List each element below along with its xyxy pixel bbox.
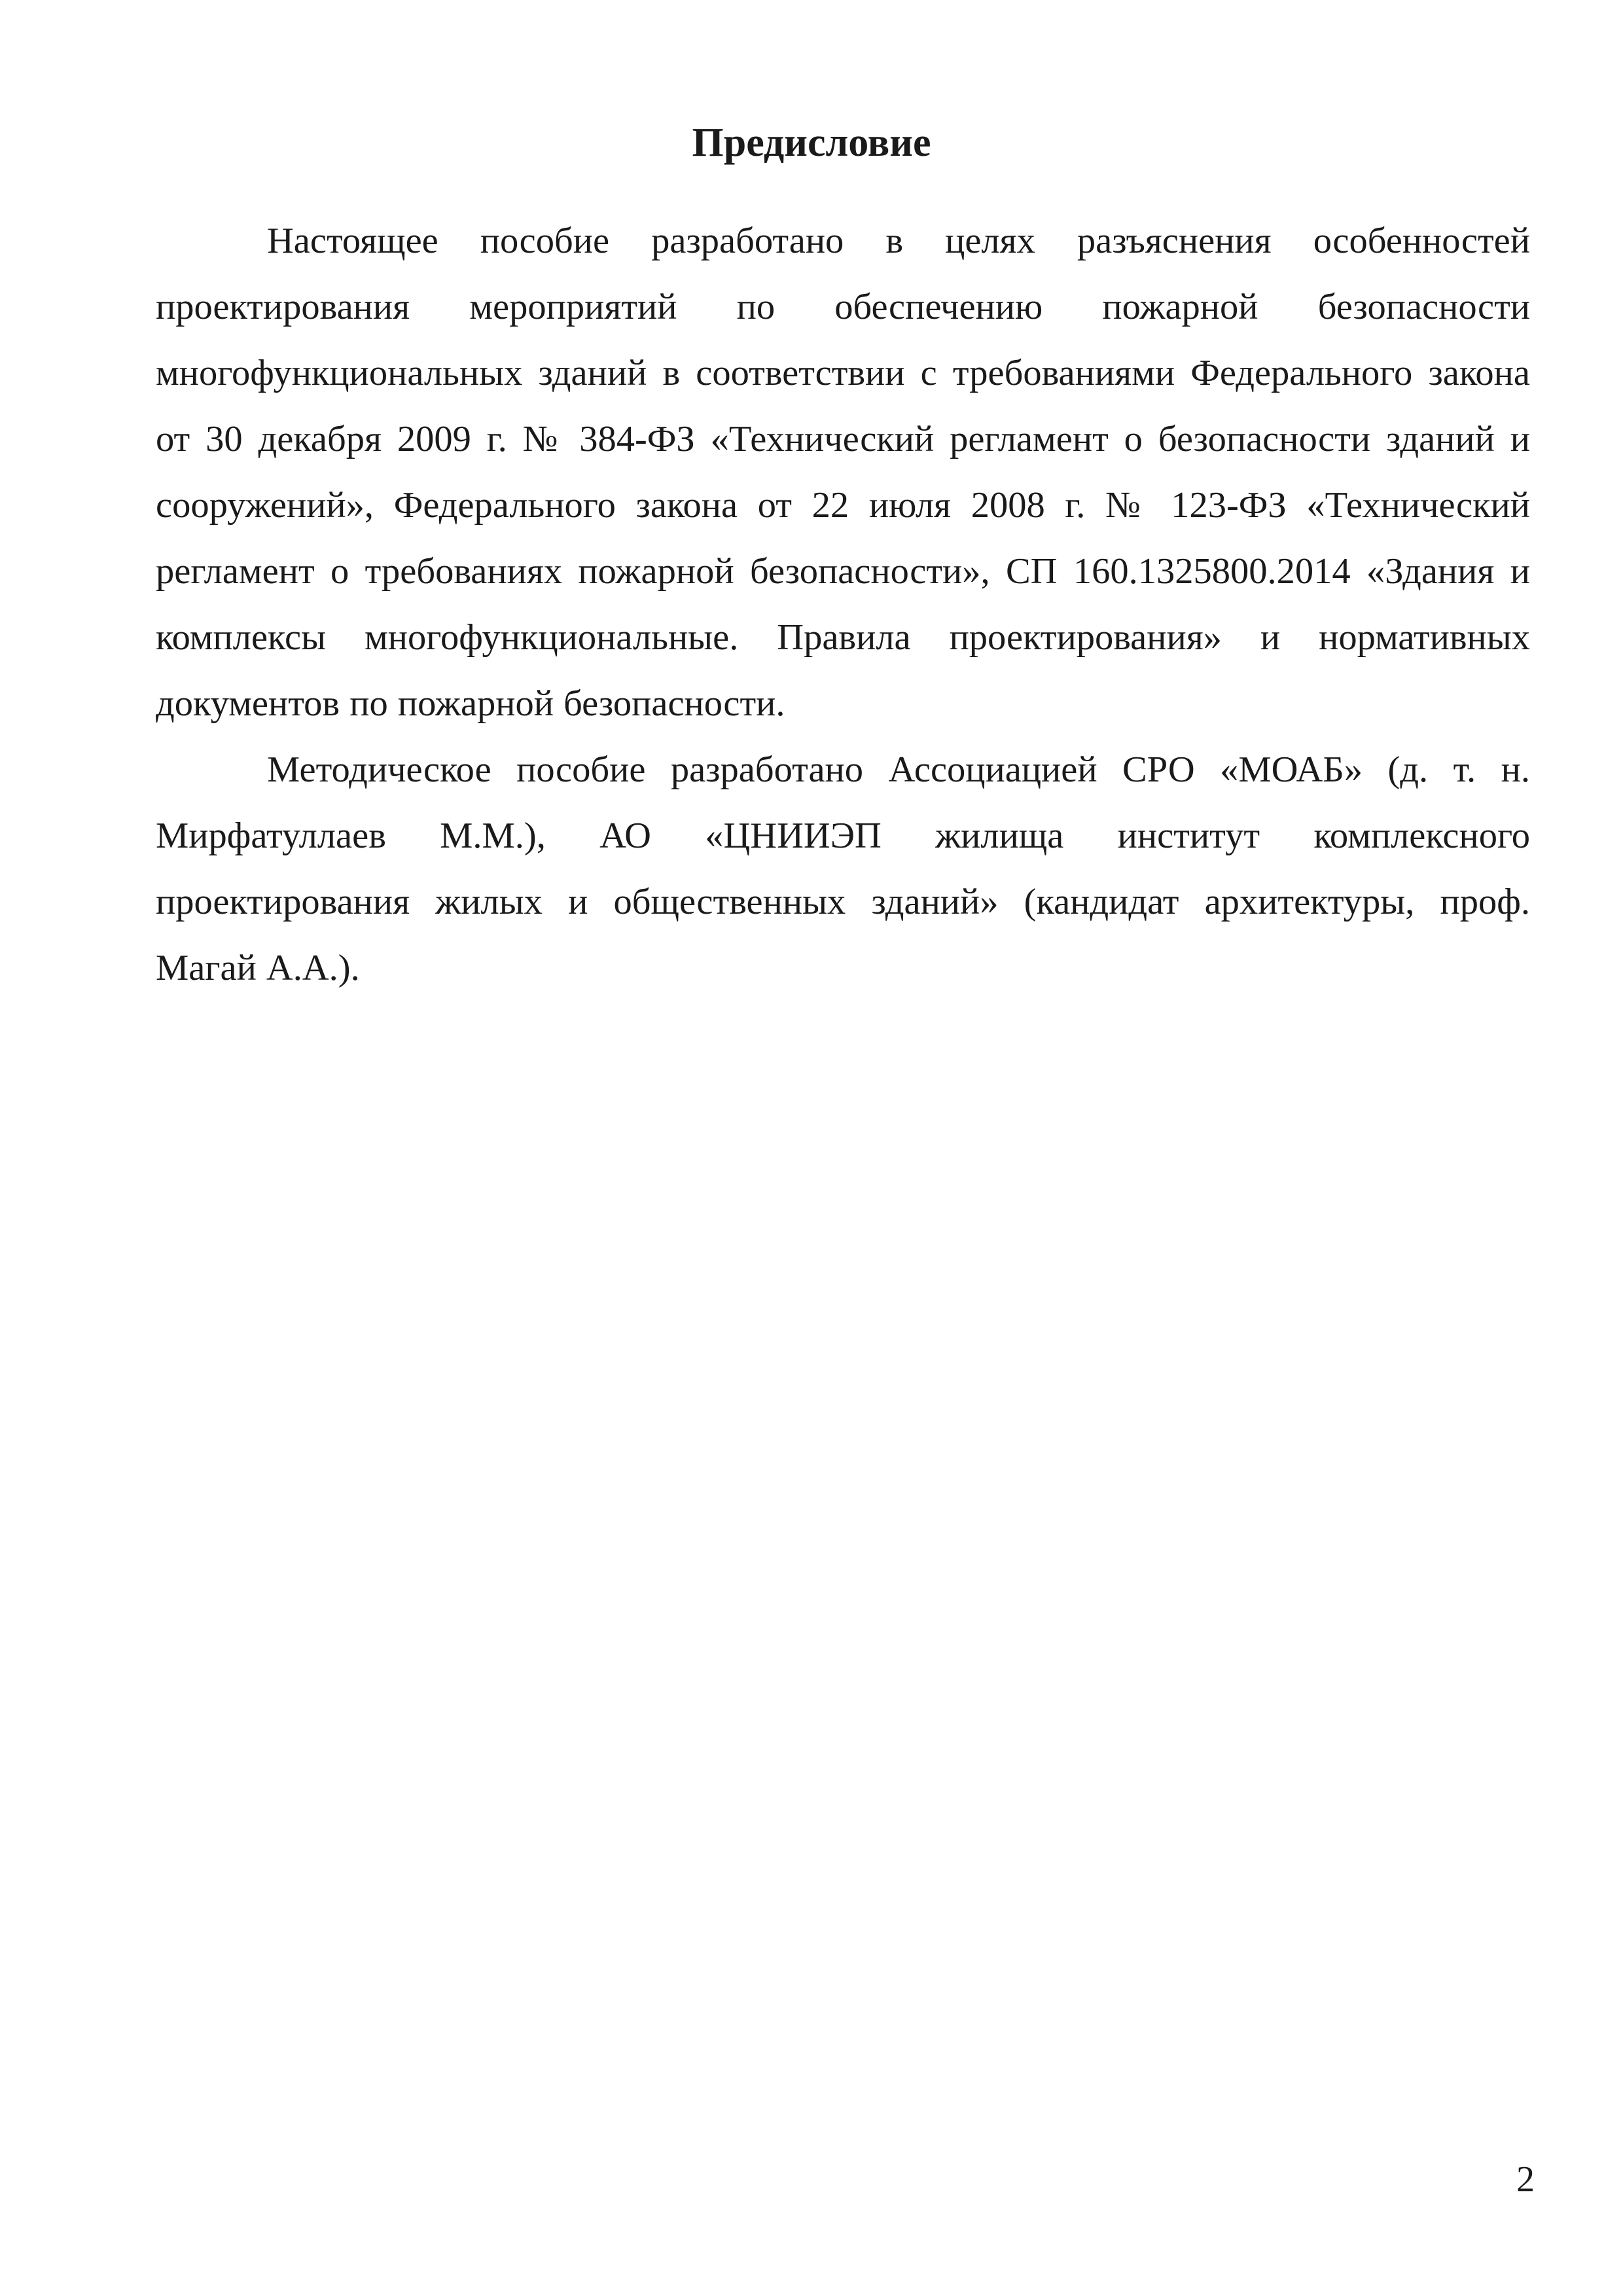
page-title: Предисловие xyxy=(692,120,931,165)
page-number: 2 xyxy=(1516,2159,1535,2200)
document-body xyxy=(156,208,1530,1001)
paragraph-authors: Методическое пособие разработано Ассоциацией СРО «МОАБ» (д. т. н. Мирфатуллаев М.М.), АО «ЦНИИЭП жилища институт комплексного проектирования жилых и общественных зданий» (кандидат архитектуры, проф. Магай А.А.). xyxy=(156,749,1530,988)
paragraph-purpose: Настоящее пособие разработано в целях разъяснения особенностей проектирования мероприятий по обеспечению пожарной безопасности многофункциональных зданий в соответствии с требованиями Федерального закона от 30 декабря 2009 г. № 384-ФЗ «Технический регламент о безопасности зданий и сооружений», Федерального закона от 22 июля 2008 г. № 123-ФЗ «Технический регламент о требованиях пожарной безопасности», СП 160.1325800.2014 «Здания и комплексы многофункциональные. Правила проектирования» и нормативных документов по пожарной безопасности. xyxy=(156,221,1530,724)
